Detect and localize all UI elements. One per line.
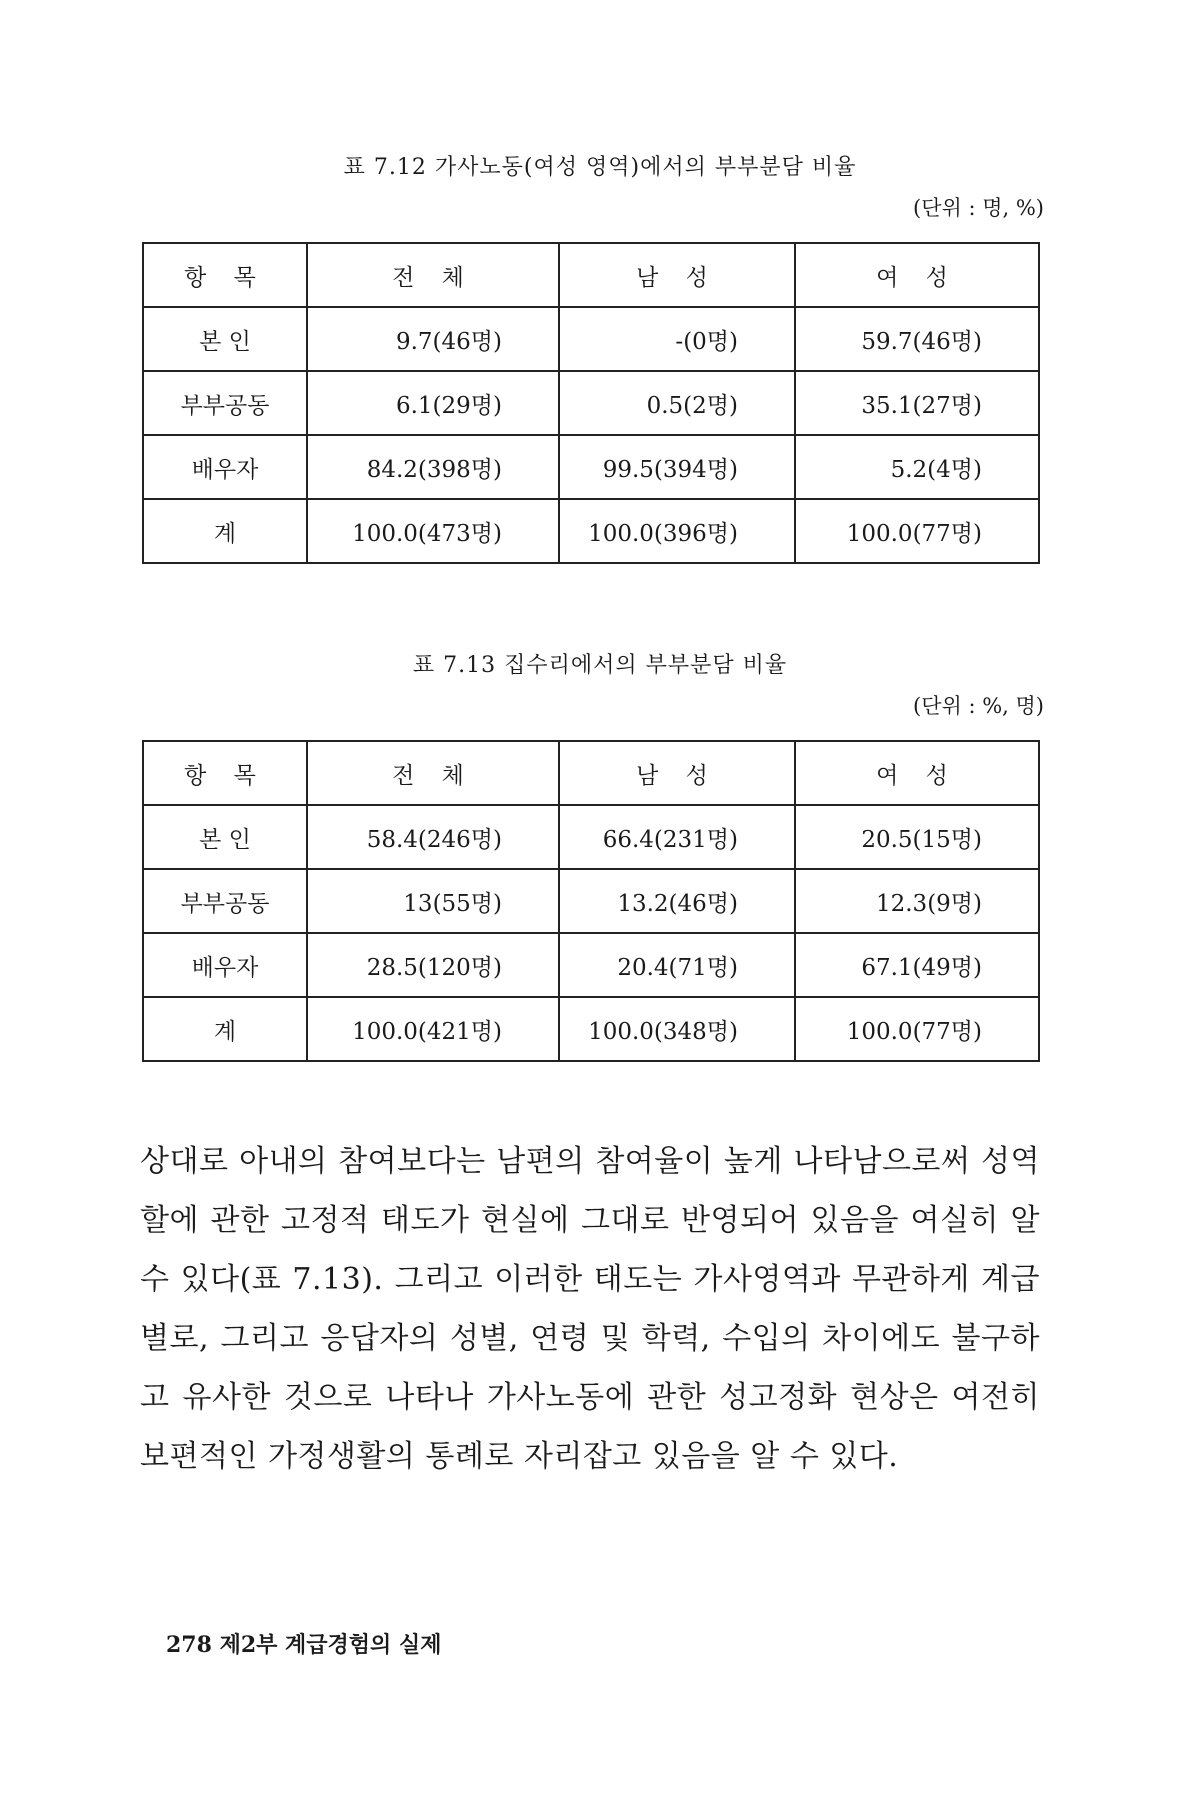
table1-unit: (단위 : 명, %) (913, 196, 1044, 220)
header-cell: 여 성 (795, 243, 1039, 307)
row-label: 부부공동 (143, 869, 307, 933)
table2-header-row (143, 741, 1039, 805)
table1 (142, 242, 1040, 564)
row-label: 본 인 (143, 307, 307, 371)
table-row (143, 997, 1039, 1061)
header-cell: 전 체 (307, 243, 559, 307)
cell-female: 35.1(27명) (795, 371, 1039, 435)
table1-caption: 표 7.12 가사노동(여성 영역)에서의 부부분담 비율 (343, 155, 857, 180)
cell-total: 100.0(473명) (307, 499, 559, 563)
cell-female: 67.1(49명) (795, 933, 1039, 997)
cell-female: 5.2(4명) (795, 435, 1039, 499)
row-label: 배우자 (143, 435, 307, 499)
table2 (142, 740, 1040, 1062)
cell-male: -(0명) (559, 307, 795, 371)
cell-total: 6.1(29명) (307, 371, 559, 435)
cell-male: 20.4(71명) (559, 933, 795, 997)
table-row (143, 499, 1039, 563)
cell-total: 13(55명) (307, 869, 559, 933)
cell-total: 100.0(421명) (307, 997, 559, 1061)
page-footer: 278 제2부 계급경험의 실제 (166, 1632, 442, 1658)
header-cell: 여 성 (795, 741, 1039, 805)
table-row (143, 371, 1039, 435)
cell-male: 13.2(46명) (559, 869, 795, 933)
row-label: 계 (143, 997, 307, 1061)
header-cell: 남 성 (559, 741, 795, 805)
cell-total: 9.7(46명) (307, 307, 559, 371)
cell-female: 12.3(9명) (795, 869, 1039, 933)
cell-male: 66.4(231명) (559, 805, 795, 869)
cell-total: 58.4(246명) (307, 805, 559, 869)
header-cell: 항 목 (143, 243, 307, 307)
cell-female: 59.7(46명) (795, 307, 1039, 371)
cell-male: 100.0(396명) (559, 499, 795, 563)
table-row (143, 435, 1039, 499)
table-row (143, 933, 1039, 997)
cell-total: 28.5(120명) (307, 933, 559, 997)
table-row (143, 307, 1039, 371)
table-row (143, 805, 1039, 869)
cell-total: 84.2(398명) (307, 435, 559, 499)
header-cell: 항 목 (143, 741, 307, 805)
row-label: 배우자 (143, 933, 307, 997)
table-row (143, 869, 1039, 933)
cell-male: 0.5(2명) (559, 371, 795, 435)
row-label: 부부공동 (143, 371, 307, 435)
cell-female: 20.5(15명) (795, 805, 1039, 869)
body-paragraph: 상대로 아내의 참여보다는 남편의 참여율이 높게 나타남으로써 성역할에 관한 고정적 태도가 현실에 그대로 반영되어 있음을 여실히 알 수 있다(표 7.13). 그리고 이러한 태도는 가사영역과 무관하게 계급별로, 그리고 응답자의 성별, 연령 및 학력, 수입의 차이에도 불구하고 유사한 것으로 나타나 가사노동에 관한 성고정화 현상은 여전히 보편적인 가정생활의 통례로 자리잡고 있음을 알 수 있다. (140, 1144, 1040, 1474)
row-label: 본 인 (143, 805, 307, 869)
header-cell: 남 성 (559, 243, 795, 307)
header-cell: 전 체 (307, 741, 559, 805)
cell-female: 100.0(77명) (795, 997, 1039, 1061)
row-label: 계 (143, 499, 307, 563)
table2-caption: 표 7.13 집수리에서의 부부분담 비율 (412, 653, 788, 678)
table1-header-row (143, 243, 1039, 307)
cell-male: 99.5(394명) (559, 435, 795, 499)
cell-female: 100.0(77명) (795, 499, 1039, 563)
table2-unit: (단위 : %, 명) (913, 694, 1044, 718)
cell-male: 100.0(348명) (559, 997, 795, 1061)
